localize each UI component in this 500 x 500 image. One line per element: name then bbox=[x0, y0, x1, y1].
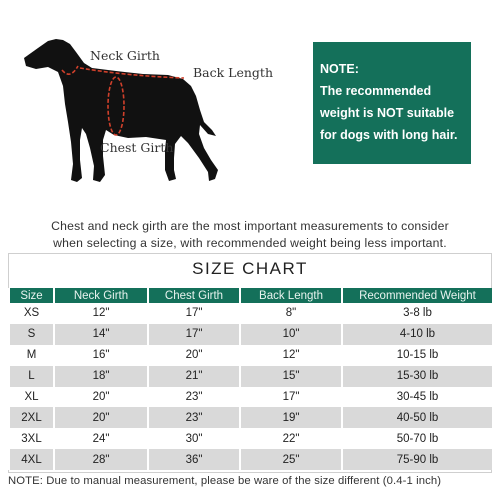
table-cell: XL bbox=[9, 387, 54, 408]
table-cell: 18" bbox=[54, 366, 148, 387]
table-cell: 3XL bbox=[9, 428, 54, 449]
note-line: for dogs with long hair. bbox=[320, 128, 458, 142]
table-cell: 19" bbox=[240, 407, 342, 428]
table-cell: XS bbox=[9, 303, 54, 324]
table-cell: 40-50 lb bbox=[342, 407, 493, 428]
table-cell: 30" bbox=[148, 428, 240, 449]
table-cell: 17" bbox=[148, 303, 240, 324]
table-cell: 15" bbox=[240, 366, 342, 387]
neck-girth-label: Neck Girth bbox=[90, 48, 160, 63]
size-table bbox=[8, 288, 494, 470]
column-header-recommended-weight: Recommended Weight bbox=[342, 288, 493, 303]
table-row bbox=[9, 407, 493, 428]
note-line: The recommended bbox=[320, 84, 432, 98]
table-cell: S bbox=[9, 324, 54, 345]
note-heading: NOTE: bbox=[320, 62, 359, 76]
table-cell: 17" bbox=[148, 324, 240, 345]
intro-text bbox=[0, 218, 500, 252]
table-cell: 20" bbox=[54, 407, 148, 428]
table-cell: 8" bbox=[240, 303, 342, 324]
table-cell: M bbox=[9, 345, 54, 366]
table-cell: 30-45 lb bbox=[342, 387, 493, 408]
table-cell: 50-70 lb bbox=[342, 428, 493, 449]
table-row bbox=[9, 345, 493, 366]
table-cell: 2XL bbox=[9, 407, 54, 428]
table-row bbox=[9, 324, 493, 345]
table-row bbox=[9, 366, 493, 387]
table-header-row bbox=[9, 288, 493, 303]
table-cell: 36" bbox=[148, 449, 240, 470]
table-cell: 4XL bbox=[9, 449, 54, 470]
table-cell: 20" bbox=[148, 345, 240, 366]
table-cell: 21" bbox=[148, 366, 240, 387]
table-cell: 10" bbox=[240, 324, 342, 345]
table-cell: 16" bbox=[54, 345, 148, 366]
table-cell: 23" bbox=[148, 407, 240, 428]
table-row bbox=[9, 449, 493, 470]
note-box bbox=[313, 42, 471, 164]
table-cell: 12" bbox=[240, 345, 342, 366]
table-cell: 15-30 lb bbox=[342, 366, 493, 387]
table-cell: 20" bbox=[54, 387, 148, 408]
chest-girth-label: Chest Girth bbox=[100, 140, 174, 155]
table-cell: 22" bbox=[240, 428, 342, 449]
intro-line: when selecting a size, with recommended weight being less important. bbox=[53, 236, 447, 250]
table-cell: 25" bbox=[240, 449, 342, 470]
table-cell: 17" bbox=[240, 387, 342, 408]
note-line: weight is NOT suitable bbox=[320, 106, 455, 120]
back-length-label: Back Length bbox=[193, 65, 274, 80]
table-cell: 14" bbox=[54, 324, 148, 345]
footnote: NOTE: Due to manual measurement, please be ware of the size different (0.4-1 inch) bbox=[8, 475, 442, 487]
table-row bbox=[9, 303, 493, 324]
size-chart-title: SIZE CHART bbox=[192, 259, 308, 278]
intro-line: Chest and neck girth are the most important measurements to consider bbox=[51, 219, 449, 233]
table-cell: 3-8 lb bbox=[342, 303, 493, 324]
column-header-chest-girth: Chest Girth bbox=[148, 288, 240, 303]
column-header-back-length: Back Length bbox=[240, 288, 342, 303]
table-cell: 12" bbox=[54, 303, 148, 324]
table-cell: L bbox=[9, 366, 54, 387]
table-cell: 10-15 lb bbox=[342, 345, 493, 366]
column-header-size: Size bbox=[9, 288, 54, 303]
table-cell: 75-90 lb bbox=[342, 449, 493, 470]
table-cell: 28" bbox=[54, 449, 148, 470]
table-row bbox=[9, 428, 493, 449]
column-header-neck-girth: Neck Girth bbox=[54, 288, 148, 303]
table-cell: 24" bbox=[54, 428, 148, 449]
table-cell: 4-10 lb bbox=[342, 324, 493, 345]
table-cell: 23" bbox=[148, 387, 240, 408]
table-row bbox=[9, 387, 493, 408]
